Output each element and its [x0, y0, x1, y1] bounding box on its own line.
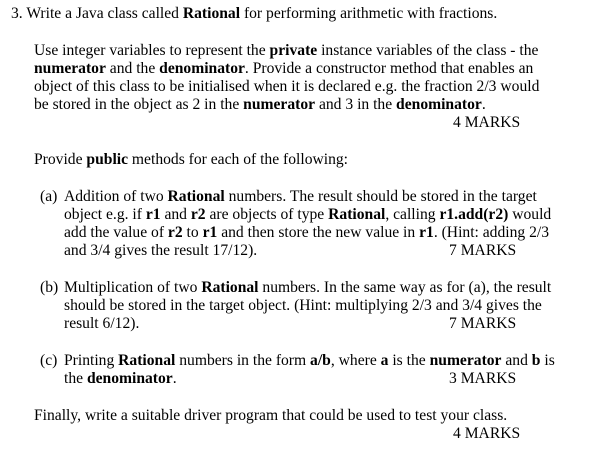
- part-b-marks: 7 MARKS: [449, 315, 517, 332]
- final-marks: 4 MARKS: [453, 425, 521, 442]
- final-line: Finally, write a suitable driver program that could be used to test your class.: [34, 407, 508, 424]
- part-b-label: (b): [40, 279, 59, 296]
- intro-line-3: object of this class to be initialised when it is declared e.g. the fraction 2/3 would: [34, 78, 540, 95]
- part-a-line-1: Addition of two Rational numbers. The result should be stored in the target: [64, 188, 537, 205]
- intro-line-2: numerator and the denominator. Provide a constructor method that enables an: [34, 60, 534, 77]
- part-a-line-4: and 3/4 gives the result 17/12).: [64, 242, 258, 259]
- part-c-line-1: Printing Rational numbers in the form a/b, where a is the numerator and b is: [64, 352, 555, 369]
- part-a-line-3: add the value of r2 to r1 and then store the new value in r1. (Hint: adding 2/3: [64, 224, 550, 241]
- part-a-marks: 7 MARKS: [449, 242, 517, 259]
- question-number: 3.: [11, 5, 23, 22]
- intro-marks: 4 MARKS: [453, 114, 521, 131]
- part-c-marks: 3 MARKS: [449, 370, 517, 387]
- part-a-line-2: object e.g. if r1 and r2 are objects of type Rational, calling r1.add(r2) would: [64, 206, 552, 223]
- part-c-label: (c): [40, 352, 58, 369]
- intro-line-4: be stored in the object as 2 in the numerator and 3 in the denominator.: [34, 96, 486, 113]
- part-b-line-2: should be stored in the target object. (Hint: multiplying 2/3 and 3/4 gives the: [64, 297, 542, 314]
- part-c-line-2: the denominator.: [64, 370, 177, 387]
- question-title: Write a Java class called Rational for performing arithmetic with fractions.: [26, 5, 498, 22]
- intro-line-1: Use integer variables to represent the private instance variables of the class - the: [34, 42, 539, 59]
- question-heading: [11, 5, 497, 23]
- part-a-label: (a): [40, 188, 58, 205]
- part-b-line-3: result 6/12).: [64, 315, 140, 332]
- part-b-line-1: Multiplication of two Rational numbers. In the same way as for (a), the result: [64, 279, 552, 296]
- provide-line: Provide public methods for each of the following:: [34, 151, 349, 168]
